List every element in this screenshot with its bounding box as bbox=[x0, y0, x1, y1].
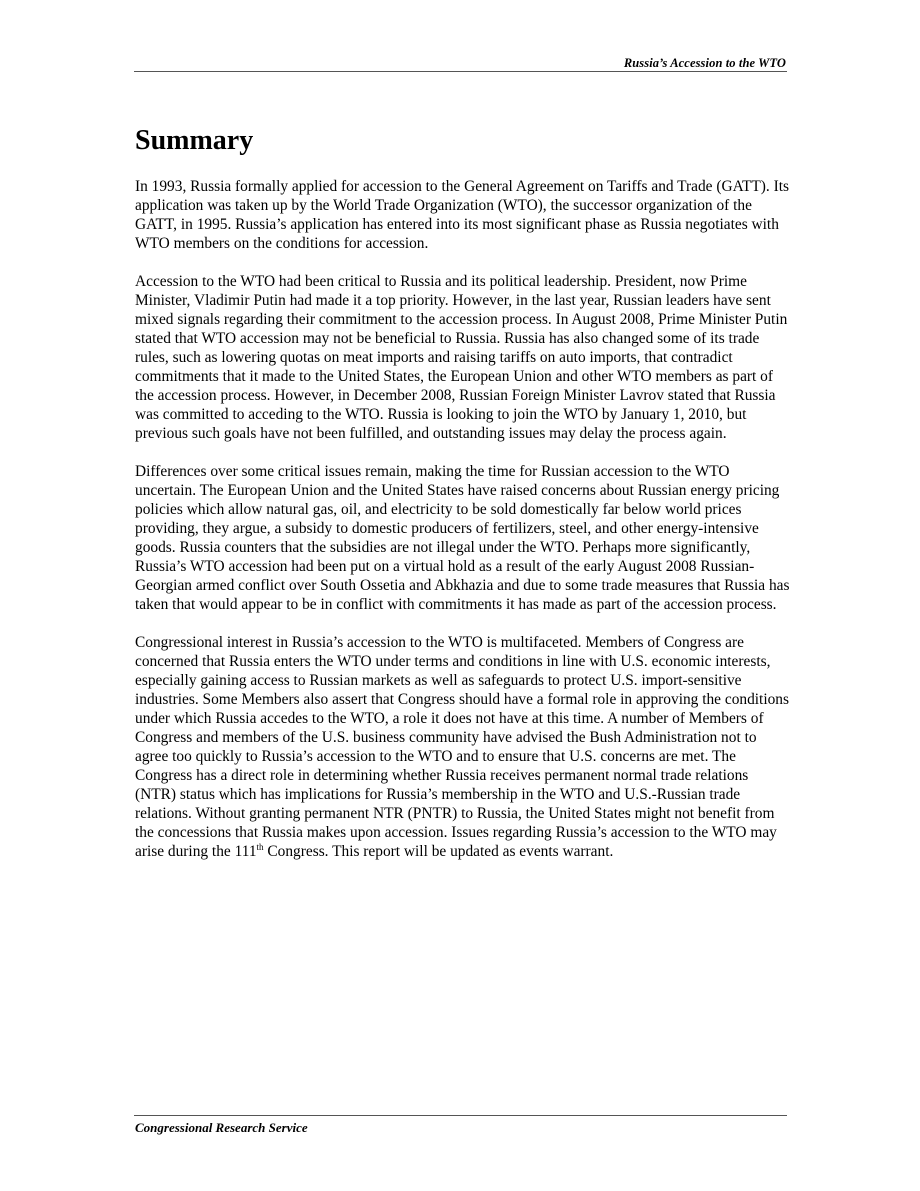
paragraph-4-text-end: Congress. This report will be updated as events warrant. bbox=[263, 843, 614, 860]
summary-body bbox=[135, 177, 790, 880]
running-header-title: Russia’s Accession to the WTO bbox=[623, 56, 786, 70]
footer-divider bbox=[134, 1115, 787, 1116]
summary-paragraph-3: Differences over some critical issues remain, making the time for Russian accession to the WTO uncertain. The European Union and the United States have raised concerns about Russian energy pricing policies which allow natural gas, oil, and electricity to be sold domestically far below world prices providing, they argue, a subsidy to domestic producers of fertilizers, steel, and other energy-intensive goods. Russia counters that the subsidies are not illegal under the WTO. Perhaps more significantly, Russia’s WTO accession had been put on a virtual hold as a result of the early August 2008 Russian-Georgian armed conflict over South Ossetia and Abkhazia and due to some trade measures that Russia has taken that would appear to be in conflict with commitments it has made as part of the accession process. bbox=[135, 463, 790, 613]
footer-organization: Congressional Research Service bbox=[135, 1120, 308, 1135]
header-divider bbox=[134, 71, 787, 72]
page-title: Summary bbox=[135, 125, 254, 156]
ordinal-superscript: th bbox=[256, 842, 264, 852]
summary-paragraph-1: In 1993, Russia formally applied for accession to the General Agreement on Tariffs and Trade (GATT). Its application was taken up by the World Trade Organization (WTO), the successor organization of the GATT, in 1995. Russia’s application has entered into its most significant phase as Russia negotiates with WTO members on the conditions for accession. bbox=[135, 178, 790, 252]
paragraph-4-text: Congressional interest in Russia’s accession to the WTO is multifaceted. Members of Congress are concerned that Russia enters the WTO under terms and conditions in line with U.S. economic interests, especially gaining access to Russian markets as well as safeguards to protect U.S. import-sensitive industries. Some Members also assert that Congress should have a formal role in approving the conditions under which Russia accedes to the WTO, a role it does not have at this time. A number of Members of Congress and members of the U.S. business community have advised the Bush Administration not to agree too quickly to Russia’s accession to the WTO and to ensure that U.S. concerns are met. The Congress has a direct role in determining whether Russia receives permanent normal trade relations (NTR) status which has implications for Russia’s membership in the WTO and U.S.-Russian trade relations. Without granting permanent NTR (PNTR) to Russia, the United States might not benefit from the concessions that Russia makes upon accession. Issues regarding Russia’s accession to the WTO may arise during the 111 bbox=[135, 634, 789, 860]
summary-paragraph-4 bbox=[135, 633, 790, 861]
summary-paragraph-2: Accession to the WTO had been critical to Russia and its political leadership. President, now Prime Minister, Vladimir Putin had made it a top priority. However, in the last year, Russian leaders have sent mixed signals regarding their commitment to the accession process. In August 2008, Prime Minister Putin stated that WTO accession may not be beneficial to Russia. Russia has also changed some of its trade rules, such as lowering quotas on meat imports and raising tariffs on auto imports, that contradict commitments that it made to the United States, the European Union and other WTO members as part of the accession process. However, in December 2008, Russian Foreign Minister Lavrov stated that Russia was committed to acceding to the WTO. Russia is looking to join the WTO by January 1, 2010, but previous such goals have not been fulfilled, and outstanding issues may delay the process again. bbox=[135, 273, 788, 442]
